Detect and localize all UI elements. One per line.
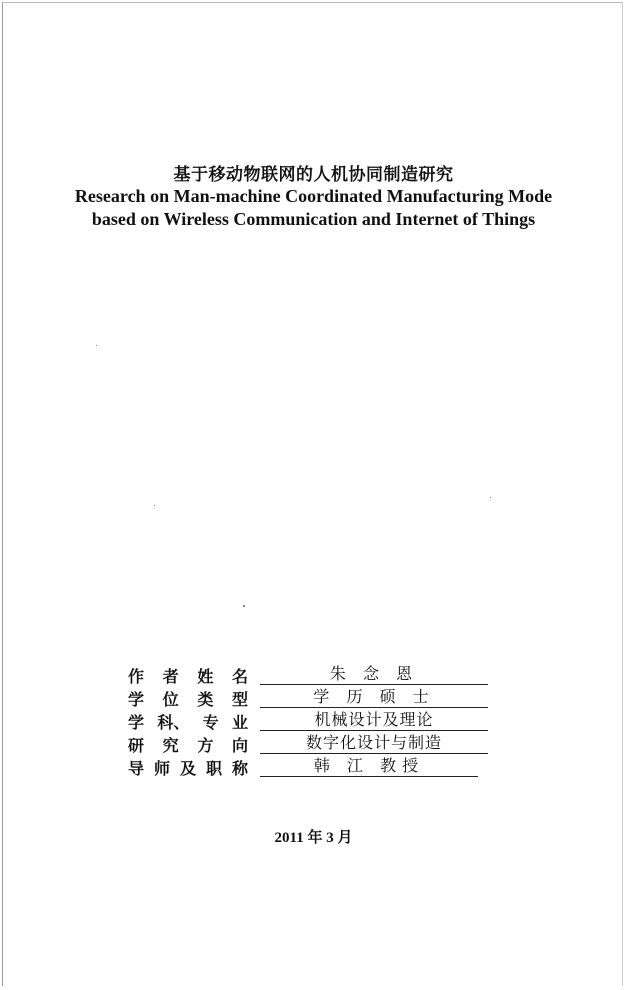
thesis-title-english-line2: based on Wireless Communication and Internet of Things	[91, 209, 536, 229]
info-value-supervisor: 韩 江 教授	[260, 756, 478, 777]
info-label: 研 究 方 向	[128, 736, 248, 755]
info-value-author-name: 朱 念 恩	[260, 664, 488, 685]
scan-speck	[490, 497, 491, 498]
thesis-title-english-line1: Research on Man-machine Coordinated Manufacturing Mode	[74, 186, 553, 206]
info-row-research-direction	[128, 733, 498, 756]
info-label: 作 者 姓 名	[128, 667, 248, 686]
author-info-block	[128, 664, 498, 779]
info-value-degree-type: 学 历 硕 士	[260, 687, 488, 708]
info-value-discipline: 机械设计及理论	[260, 710, 488, 731]
info-label: 导 师 及 职 称	[128, 759, 248, 778]
info-label: 学 科、 专 业	[128, 713, 248, 732]
scan-speck	[243, 605, 245, 607]
info-row-discipline	[128, 710, 498, 733]
info-row-degree-type	[128, 687, 498, 710]
info-row-supervisor	[128, 756, 498, 779]
info-label: 学 位 类 型	[128, 690, 248, 709]
info-row-author-name	[128, 664, 498, 687]
submission-date: 2011 年 3 月	[274, 830, 353, 846]
scan-speck	[96, 345, 97, 346]
scan-speck	[154, 505, 155, 506]
thesis-title-chinese: 基于移动物联网的人机协同制造研究	[173, 165, 454, 185]
info-value-research-direction: 数字化设计与制造	[260, 733, 488, 754]
